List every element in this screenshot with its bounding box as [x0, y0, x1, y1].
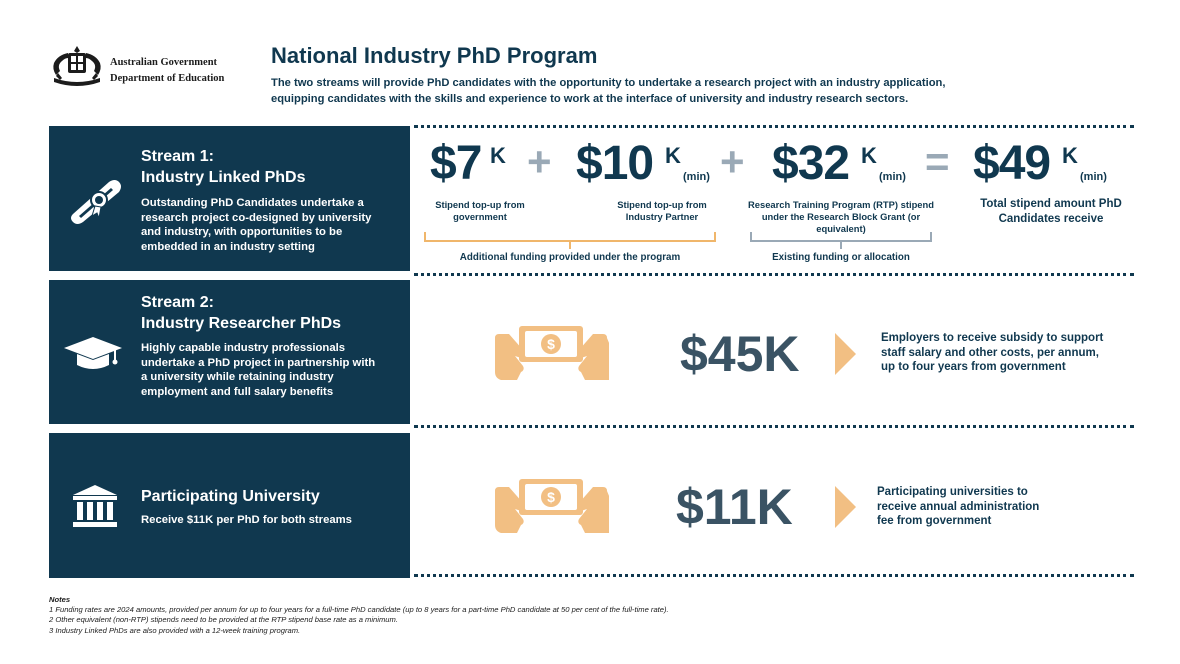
note-2: 2 Other equivalent (non-RTP) stipends need to be provided at the RTP stipend base rate as a minimum. — [49, 615, 398, 625]
stream2-panel — [49, 280, 410, 424]
plus-operator-1: + — [527, 138, 552, 185]
chevron-right-icon — [835, 486, 856, 528]
logo-department-text: Department of Education — [110, 73, 225, 84]
term3-min: (min) — [879, 171, 906, 183]
svg-text:$: $ — [547, 489, 555, 505]
stream2-amount: $45K — [680, 326, 800, 382]
government-logo — [48, 44, 228, 90]
university-building-icon — [71, 483, 119, 529]
term4-amount: $49 — [973, 137, 1051, 190]
additional-funding-label: Additional funding provided under the program — [459, 252, 681, 263]
plus-operator-2: + — [720, 138, 745, 185]
term4-min: (min) — [1080, 171, 1107, 183]
diploma-certificate-icon — [69, 176, 127, 224]
term2-amount: $10 — [576, 137, 654, 190]
divider-top — [414, 125, 1134, 128]
total-caption: Total stipend amount PhD Candidates receive — [980, 198, 1122, 225]
university-description: Receive $11K per PhD for both streams — [141, 514, 352, 526]
stream1-panel — [49, 126, 410, 271]
term4-suffix: K — [1062, 143, 1078, 168]
term3-caption: Research Training Program (RTP) stipend under the Research Block Grant (or equivalent) — [748, 199, 934, 234]
term3-suffix: K — [861, 143, 877, 168]
divider-bottom — [414, 574, 1134, 577]
term3-amount: $32 — [772, 137, 850, 190]
equals-operator: = — [925, 138, 950, 185]
notes-title: Notes — [49, 595, 71, 604]
stream2-title-line1: Stream 2: — [141, 294, 214, 311]
term2-caption: Stipend top-up from Industry Partner — [617, 199, 707, 222]
existing-funding-label: Existing funding or allocation — [772, 252, 910, 263]
stream2-description: Highly capable industry professionals undertake a PhD project in partnership with a university while retaining industry employment and full salary benefits — [141, 342, 376, 398]
existing-funding-brace-tick — [840, 241, 842, 249]
stream1-description: Outstanding PhD Candidates undertake a research project co-designed by university and industry, with opportunities to be embedded in an industry setting — [141, 197, 372, 253]
notes-section — [49, 595, 669, 636]
stream2-detail: Employers to receive subsidy to support staff salary and other costs, per annum, up to four years from government — [881, 332, 1104, 373]
divider-2 — [414, 425, 1134, 428]
term2-suffix: K — [665, 143, 681, 168]
university-amount: $11K — [676, 479, 793, 535]
term2-min: (min) — [683, 171, 710, 183]
term1-caption: Stipend top-up from government — [435, 199, 525, 222]
graduation-cap-icon — [62, 335, 124, 371]
university-title: Participating University — [141, 488, 320, 505]
additional-funding-brace-tick — [569, 241, 571, 249]
logo-government-text: Australian Government — [110, 57, 218, 68]
page-title: National Industry PhD Program — [271, 43, 598, 68]
chevron-right-icon — [835, 333, 856, 375]
stream1-title-line2: Industry Linked PhDs — [141, 169, 306, 186]
svg-text:$: $ — [547, 336, 555, 352]
hands-money-icon — [493, 475, 609, 535]
term1-suffix: K — [490, 143, 506, 168]
note-3: 3 Industry Linked PhDs are also provided with a 12-week training program. — [49, 625, 301, 635]
university-detail: Participating universities to receive annual administration fee from government — [877, 486, 1040, 527]
hands-money-icon — [493, 322, 609, 382]
university-panel — [49, 433, 410, 578]
page-subtitle: The two streams will provide PhD candidates with the opportunity to undertake a research project with an industry application, equipping candidates with the skills and experience to work at the interface of university and industry research sectors. — [271, 77, 946, 105]
term1-amount: $7 — [430, 137, 482, 190]
note-1: 1 Funding rates are 2024 amounts, provided per annum for up to four years for a full-time PhD candidate (up to 8 years for a part-time PhD candidate at 50 per cent of the full-time rate). — [49, 605, 669, 615]
coat-of-arms-icon — [48, 44, 106, 88]
stream2-title-line2: Industry Researcher PhDs — [141, 315, 342, 332]
stream1-title-line1: Stream 1: — [141, 148, 214, 165]
divider-1 — [414, 273, 1134, 276]
